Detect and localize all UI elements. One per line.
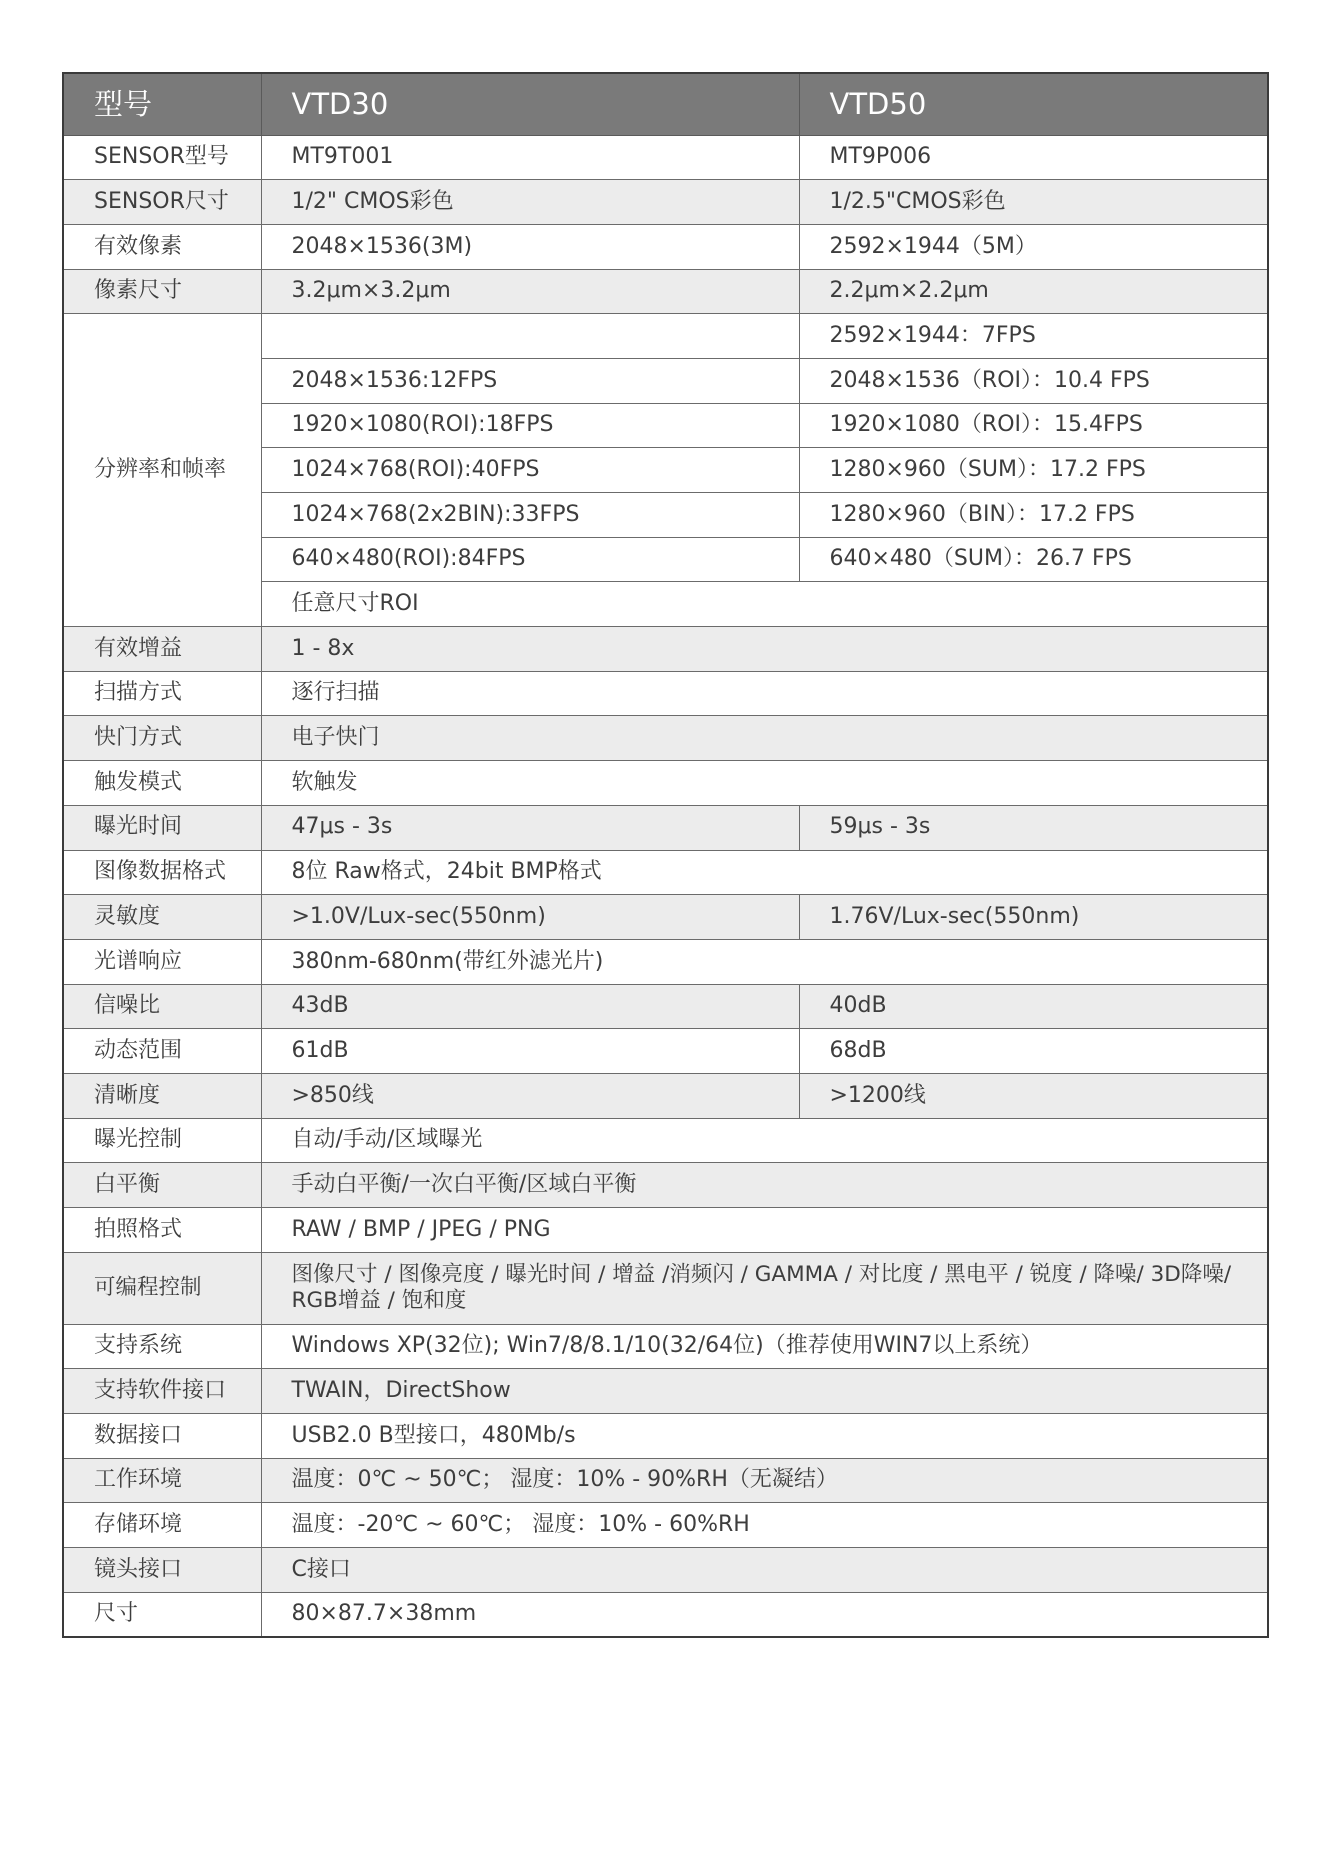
value-photo-format: RAW / BMP / JPEG / PNG [261, 1208, 1268, 1253]
row-scan [63, 671, 1268, 716]
value-sharpness-a: >850线 [261, 1073, 799, 1118]
row-photo-format [63, 1208, 1268, 1253]
label-image-format: 图像数据格式 [63, 850, 261, 895]
row-dimensions [63, 1592, 1268, 1637]
header-model-b: VTD50 [799, 73, 1268, 135]
label-scan: 扫描方式 [63, 671, 261, 716]
value-pixel-size-a: 3.2μm×3.2μm [261, 269, 799, 314]
value-sensitivity-b: 1.76V/Lux-sec(550nm) [799, 895, 1268, 940]
value-scan: 逐行扫描 [261, 671, 1268, 716]
value-lens: C接口 [261, 1548, 1268, 1593]
label-dimensions: 尺寸 [63, 1592, 261, 1637]
value-resolution-a: 1024×768(2x2BIN):33FPS [261, 493, 799, 538]
header-label: 型号 [63, 73, 261, 135]
label-operating-env: 工作环境 [63, 1458, 261, 1503]
row-sensitivity [63, 895, 1268, 940]
value-sensor-size-b: 1/2.5"CMOS彩色 [799, 180, 1268, 225]
label-white-balance: 白平衡 [63, 1163, 261, 1208]
row-exposure [63, 805, 1268, 850]
row-software [63, 1369, 1268, 1414]
row-operating-env [63, 1458, 1268, 1503]
value-resolution-a [261, 314, 799, 359]
row-pixels [63, 224, 1268, 269]
label-pixel-size: 像素尺寸 [63, 269, 261, 314]
value-any-roi: 任意尺寸ROI [261, 582, 1268, 627]
value-shutter: 电子快门 [261, 716, 1268, 761]
row-sensor-size [63, 180, 1268, 225]
value-resolution-a: 1024×768(ROI):40FPS [261, 448, 799, 493]
value-dynamic-range-a: 61dB [261, 1029, 799, 1074]
value-white-balance: 手动白平衡/一次白平衡/区域白平衡 [261, 1163, 1268, 1208]
value-trigger: 软触发 [261, 761, 1268, 806]
value-snr-a: 43dB [261, 984, 799, 1029]
value-programmable: 图像尺寸 / 图像亮度 / 曝光时间 / 增益 /消频闪 / GAMMA / 对比度 / 黑电平 / 锐度 / 降噪/ 3D降噪/ RGB增益 / 饱和度 [261, 1252, 1268, 1324]
label-shutter: 快门方式 [63, 716, 261, 761]
value-dynamic-range-b: 68dB [799, 1029, 1268, 1074]
row-sharpness [63, 1073, 1268, 1118]
header-row [63, 73, 1268, 135]
label-data-interface: 数据接口 [63, 1414, 261, 1459]
value-software: TWAIN，DirectShow [261, 1369, 1268, 1414]
row-pixel-size [63, 269, 1268, 314]
value-os: Windows XP(32位); Win7/8/8.1/10(32/64位)（推荐使用WIN7以上系统） [261, 1324, 1268, 1369]
value-resolution-b: 2048×1536（ROI）：10.4 FPS [799, 358, 1268, 403]
row-spectral [63, 939, 1268, 984]
value-gain: 1 - 8x [261, 627, 1268, 672]
value-sensitivity-a: >1.0V/Lux-sec(550nm) [261, 895, 799, 940]
row-resolution-0 [63, 314, 1268, 359]
value-pixel-size-b: 2.2μm×2.2μm [799, 269, 1268, 314]
label-sensor-size: SENSOR尺寸 [63, 180, 261, 225]
label-programmable: 可编程控制 [63, 1252, 261, 1324]
label-lens: 镜头接口 [63, 1548, 261, 1593]
label-os: 支持系统 [63, 1324, 261, 1369]
value-sensor-size-a: 1/2" CMOS彩色 [261, 180, 799, 225]
value-resolution-a: 2048×1536:12FPS [261, 358, 799, 403]
value-exposure-control: 自动/手动/区域曝光 [261, 1118, 1268, 1163]
value-image-format: 8位 Raw格式，24bit BMP格式 [261, 850, 1268, 895]
label-software: 支持软件接口 [63, 1369, 261, 1414]
row-snr [63, 984, 1268, 1029]
row-programmable [63, 1252, 1268, 1324]
value-resolution-b: 1920×1080（ROI）：15.4FPS [799, 403, 1268, 448]
row-exposure-control [63, 1118, 1268, 1163]
value-snr-b: 40dB [799, 984, 1268, 1029]
label-storage-env: 存储环境 [63, 1503, 261, 1548]
value-exposure-b: 59μs - 3s [799, 805, 1268, 850]
value-data-interface: USB2.0 B型接口，480Mb/s [261, 1414, 1268, 1459]
row-dynamic-range [63, 1029, 1268, 1074]
row-storage-env [63, 1503, 1268, 1548]
value-sensor-model-a: MT9T001 [261, 135, 799, 180]
row-sensor-model [63, 135, 1268, 180]
value-pixels-b: 2592×1944（5M） [799, 224, 1268, 269]
value-operating-env: 温度：0℃ ~ 50℃； 湿度：10% - 90%RH（无凝结） [261, 1458, 1268, 1503]
label-dynamic-range: 动态范围 [63, 1029, 261, 1074]
value-spectral: 380nm-680nm(带红外滤光片) [261, 939, 1268, 984]
label-exposure-control: 曝光控制 [63, 1118, 261, 1163]
label-pixels: 有效像素 [63, 224, 261, 269]
row-gain [63, 627, 1268, 672]
row-white-balance [63, 1163, 1268, 1208]
value-resolution-a: 640×480(ROI):84FPS [261, 537, 799, 582]
row-os [63, 1324, 1268, 1369]
value-resolution-b: 1280×960（SUM）：17.2 FPS [799, 448, 1268, 493]
row-lens [63, 1548, 1268, 1593]
label-gain: 有效增益 [63, 627, 261, 672]
row-trigger [63, 761, 1268, 806]
label-sharpness: 清晰度 [63, 1073, 261, 1118]
value-resolution-b: 1280×960（BIN）：17.2 FPS [799, 493, 1268, 538]
value-storage-env: 温度：-20℃ ~ 60℃； 湿度：10% - 60%RH [261, 1503, 1268, 1548]
label-resolution: 分辨率和帧率 [63, 314, 261, 627]
label-trigger: 触发模式 [63, 761, 261, 806]
value-resolution-b: 640×480（SUM）：26.7 FPS [799, 537, 1268, 582]
label-snr: 信噪比 [63, 984, 261, 1029]
value-resolution-b: 2592×1944：7FPS [799, 314, 1268, 359]
value-sharpness-b: >1200线 [799, 1073, 1268, 1118]
value-dimensions: 80×87.7×38mm [261, 1592, 1268, 1637]
value-resolution-a: 1920×1080(ROI):18FPS [261, 403, 799, 448]
label-sensor-model: SENSOR型号 [63, 135, 261, 180]
value-exposure-a: 47μs - 3s [261, 805, 799, 850]
label-exposure: 曝光时间 [63, 805, 261, 850]
row-shutter [63, 716, 1268, 761]
label-sensitivity: 灵敏度 [63, 895, 261, 940]
header-model-a: VTD30 [261, 73, 799, 135]
value-pixels-a: 2048×1536(3M) [261, 224, 799, 269]
label-spectral: 光谱响应 [63, 939, 261, 984]
spec-table [62, 72, 1269, 1638]
row-data-interface [63, 1414, 1268, 1459]
row-image-format [63, 850, 1268, 895]
label-photo-format: 拍照格式 [63, 1208, 261, 1253]
value-sensor-model-b: MT9P006 [799, 135, 1268, 180]
